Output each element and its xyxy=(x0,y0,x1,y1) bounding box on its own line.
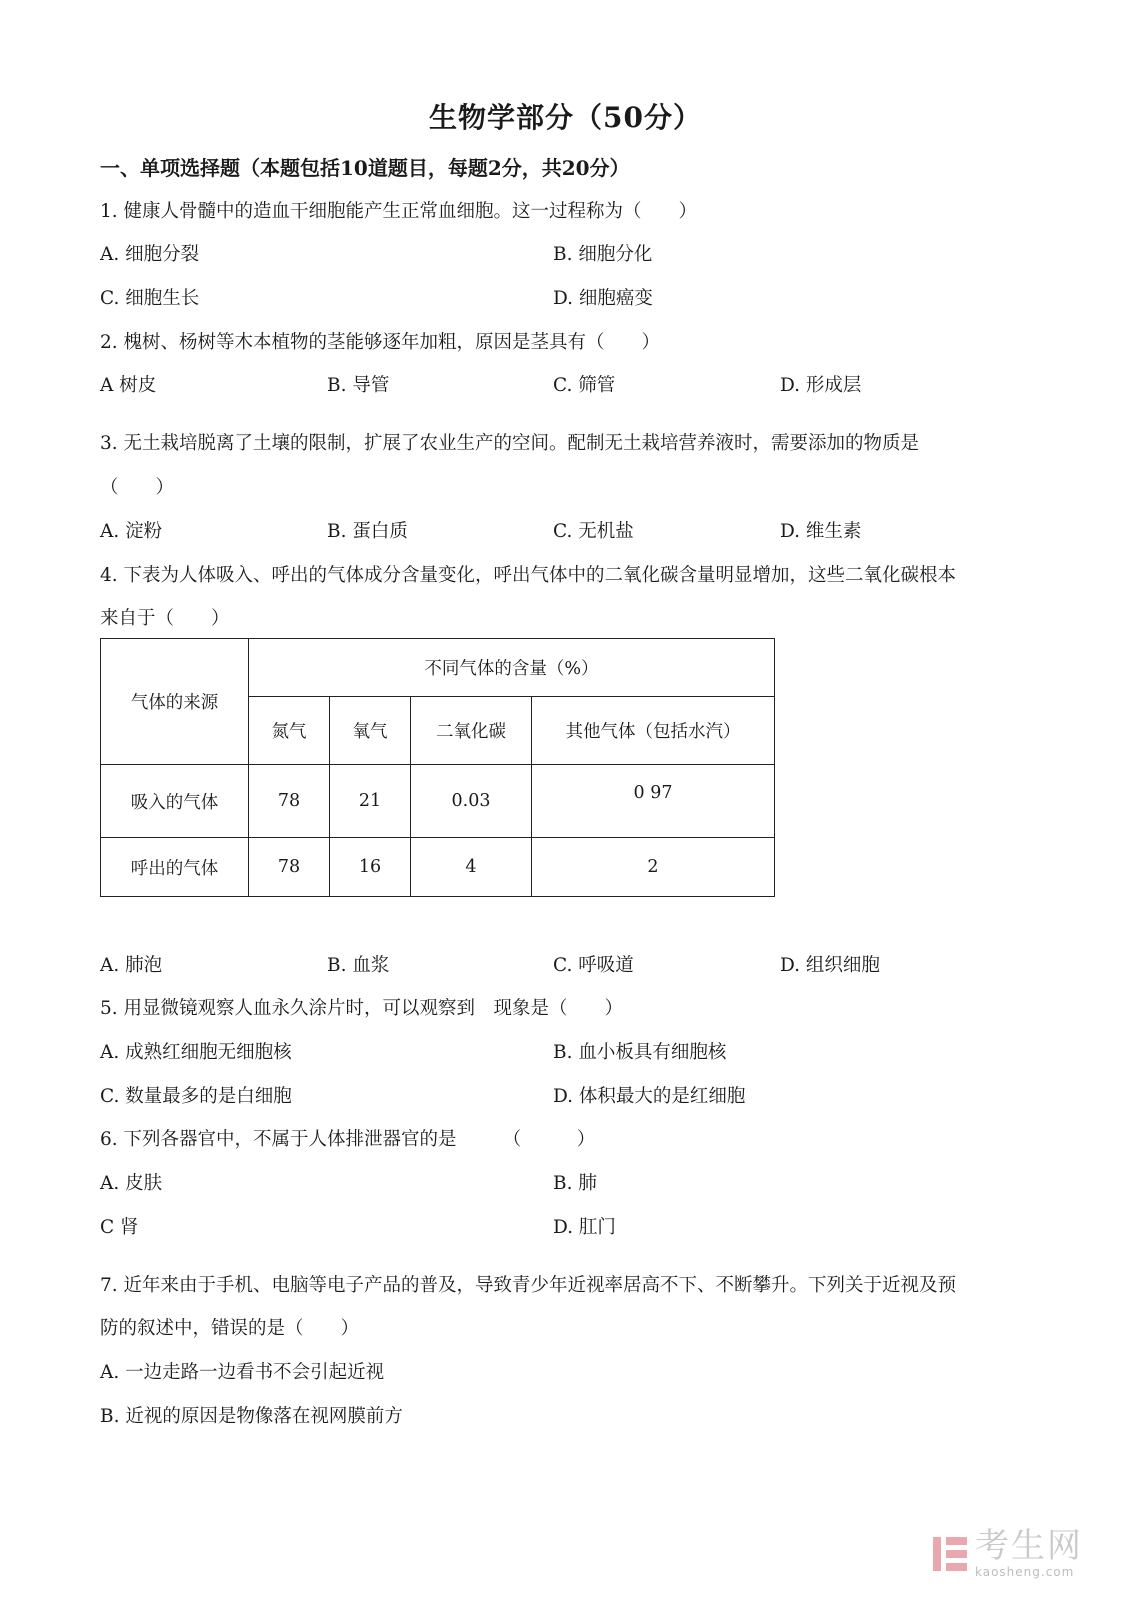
q3-stem-line2: （ ） xyxy=(100,477,175,498)
table-col-oxygen: 氧气 xyxy=(330,697,411,765)
gas-composition-table xyxy=(100,638,775,897)
q7-stem-line2: 防的叙述中，错误的是（ ） xyxy=(100,1318,360,1339)
q2-option-b: B. 导管 xyxy=(327,375,390,396)
q4-stem-line2: 来自于（ ） xyxy=(100,608,230,629)
q3-option-d: D. 维生素 xyxy=(780,521,862,542)
q1-option-d: D. 细胞癌变 xyxy=(553,288,653,309)
table-cell: 78 xyxy=(249,765,330,838)
section-heading: 一、单项选择题（本题包括10道题目，每题2分，共20分） xyxy=(100,156,630,180)
table-col-co2: 二氧化碳 xyxy=(411,697,532,765)
q5-option-a: A. 成熟红细胞无细胞核 xyxy=(100,1042,292,1063)
q6-option-d: D. 肛门 xyxy=(553,1217,616,1238)
q1-stem: 1. 健康人骨髓中的造血干细胞能产生正常血细胞。这一过程称为（ ） xyxy=(100,201,698,222)
watermark-text: 考生网 xyxy=(975,1526,1083,1566)
q6-stem: 6. 下列各器官中，不属于人体排泄器官的是 （ ） xyxy=(100,1129,596,1150)
q2-option-a: A 树皮 xyxy=(100,375,157,396)
q5-option-b: B. 血小板具有细胞核 xyxy=(553,1042,727,1063)
table-cell: 0.03 xyxy=(411,765,532,838)
table-col-other: 其他气体（包括水汽） xyxy=(532,697,775,765)
q5-stem: 5. 用显微镜观察人血永久涂片时，可以观察到 现象是（ ） xyxy=(100,998,624,1019)
q4-option-c: C. 呼吸道 xyxy=(553,955,634,976)
q5-option-d: D. 体积最大的是红细胞 xyxy=(553,1086,746,1107)
q6-option-c: C 肾 xyxy=(100,1217,139,1238)
q3-option-b: B. 蛋白质 xyxy=(327,521,408,542)
q2-option-d: D. 形成层 xyxy=(780,375,862,396)
watermark-logo-icon xyxy=(933,1537,967,1571)
table-cell: 2 xyxy=(532,838,775,897)
q7-option-b: B. 近视的原因是物像落在视网膜前方 xyxy=(100,1406,403,1427)
q7-stem-line1: 7. 近年来由于手机、电脑等电子产品的普及，导致青少年近视率居高不下、不断攀升。下列关于近视及预 xyxy=(100,1275,957,1296)
table-cell: 4 xyxy=(411,838,532,897)
q6-option-a: A. 皮肤 xyxy=(100,1173,163,1194)
q4-option-d: D. 组织细胞 xyxy=(780,955,880,976)
q1-option-c: C. 细胞生长 xyxy=(100,288,200,309)
table-cell: 78 xyxy=(249,838,330,897)
q1-option-a: A. 细胞分裂 xyxy=(100,244,200,265)
q3-option-a: A. 淀粉 xyxy=(100,521,163,542)
table-cell: 21 xyxy=(330,765,411,838)
q7-option-a: A. 一边走路一边看书不会引起近视 xyxy=(100,1362,385,1383)
table-col-nitrogen: 氮气 xyxy=(249,697,330,765)
q5-option-c: C. 数量最多的是白细胞 xyxy=(100,1086,292,1107)
q4-option-a: A. 肺泡 xyxy=(100,955,163,976)
table-header-group: 不同气体的含量（%） xyxy=(249,639,775,697)
q1-option-b: B. 细胞分化 xyxy=(553,244,653,265)
table-header-source: 气体的来源 xyxy=(101,639,249,765)
watermark xyxy=(933,1526,1083,1579)
q6-option-b: B. 肺 xyxy=(553,1173,597,1194)
q2-option-c: C. 筛管 xyxy=(553,375,616,396)
table-row-label: 吸入的气体 xyxy=(101,765,249,838)
q4-stem-line1: 4. 下表为人体吸入、呼出的气体成分含量变化，呼出气体中的二氧化碳含量明显增加，这些二氧化碳根本 xyxy=(100,565,957,586)
table-row-label: 呼出的气体 xyxy=(101,838,249,897)
table-cell: 0 97 xyxy=(532,765,775,838)
table-cell: 16 xyxy=(330,838,411,897)
q2-stem: 2. 槐树、杨树等木本植物的茎能够逐年加粗，原因是茎具有（ ） xyxy=(100,332,661,353)
page-title: 生物学部分（50分） xyxy=(429,101,702,134)
watermark-url: kaosheng.com xyxy=(975,1565,1075,1579)
q3-stem-line1: 3. 无土栽培脱离了土壤的限制，扩展了农业生产的空间。配制无土栽培营养液时，需要添加的物质是 xyxy=(100,433,920,454)
q4-option-b: B. 血浆 xyxy=(327,955,390,976)
q3-option-c: C. 无机盐 xyxy=(553,521,634,542)
